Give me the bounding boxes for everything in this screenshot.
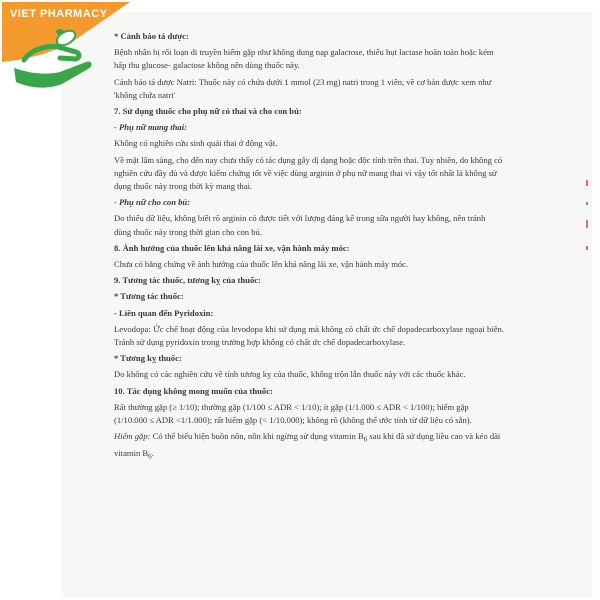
section-heading-8: 8. Ảnh hưởng của thuốc lên khả năng lái xe, vận hành máy móc: (114, 242, 350, 253)
paragraph: Chưa có bằng chứng về ảnh hưởng của thuốc lên khả năng lái xe, vận hành máy móc. (114, 259, 409, 270)
subscript: 6 (148, 452, 152, 461)
document-text (114, 30, 504, 467)
paragraph: Bệnh nhân bị rối loạn di truyền hiếm gặp như không dung nạp galactose, thiếu hụt lactase hoàn toàn hoặc kém hấp thu glucose- galactose không nên dùng thuốc này. (114, 47, 494, 71)
paragraph: Cảnh báo tá dược Natri: Thuốc này có chứa dưới 1 mmol (23 mg) natri trong 1 viên, về cơ bản được xem như 'không chứa natri' (114, 76, 492, 100)
subheading-breastfeeding: - Phụ nữ cho con bú: (114, 197, 191, 208)
section-heading-9: 9. Tương tác thuốc, tương kỵ của thuốc: (114, 275, 261, 286)
emphasis-label: Hiếm gặp: (114, 431, 151, 442)
paragraph: Không có nghiên cứu sinh quái thai ở động vật. (114, 138, 278, 149)
section-heading-10: 10. Tác dụng không mong muốn của thuốc: (114, 385, 273, 396)
paragraph: Rất thường gặp (≥ 1/10); thường gặp (1/100 ≤ ADR < 1/10); ít gặp (1/1.000 ≤ ADR < 1/100); hiếm gặp (1/10.000 ≤ ADR <1/1.000); rất hiếm gặp (< 1/10.000); không rõ (không thể ước tính từ dữ liệu có sẵn). (114, 401, 472, 426)
section-heading-7: 7. Sử dụng thuốc cho phụ nữ có thai và cho con bú: (114, 106, 302, 117)
text-run: Có thể biểu hiện buồn nôn, nôn khi ngừng sử dụng vitamin B (150, 431, 364, 442)
viet-pharmacy-logo (2, 2, 130, 97)
paragraph: Do thiếu dữ liệu, không biết rõ arginin có được tiết với lượng đáng kể trong sữa người hay không, nên tránh dùng thuốc này trong thời gian cho con bú. (114, 213, 486, 237)
text-run: sau khi đã sử dụng liều cao và kéo dài vitamin B (114, 431, 501, 459)
text-run: . (151, 448, 154, 459)
subheading-incompatibility: * Tương kỵ thuốc: (114, 353, 182, 364)
paragraph: Levodopa: Ức chế hoạt động của levodopa khi sử dụng mà không có chất ức chế dopadecarboxylase ngoại biên. Tránh sử dụng pyridoxin trong trường hợp không có chất ức chế dopadecarboxylase. (114, 323, 504, 348)
subheading-pregnant: - Phụ nữ mang thai: (114, 122, 187, 133)
paragraph: Do không có các nghiên cứu về tính tương kỵ của thuốc, không trộn lẫn thuốc này với các thuốc khác. (114, 369, 466, 380)
paragraph-rare-effects (114, 430, 504, 464)
logo-brand-text: VIET PHARMACY (10, 8, 108, 20)
edge-mark (586, 180, 589, 260)
heading-excipient-warning: * Cảnh báo tá dược: (114, 31, 189, 41)
subscript: 6 (363, 436, 368, 444)
paragraph: Về mặt lâm sàng, cho đến nay chưa thấy có tác dụng gây dị dạng hoặc độc tính trên thai. Tuy nhiên, do không có nghiên cứu đầy đủ và được kiểm chứng tốt về việc dùng arginin ở phụ nữ mang thai vì vậy tốt nhất là không sử dụng thuốc này trong thời kỳ mang thai. (114, 154, 503, 192)
subheading-interactions: * Tương tác thuốc: (114, 291, 184, 302)
subheading-pyridoxin: - Liên quan đến Pyridoxin: (114, 307, 214, 318)
